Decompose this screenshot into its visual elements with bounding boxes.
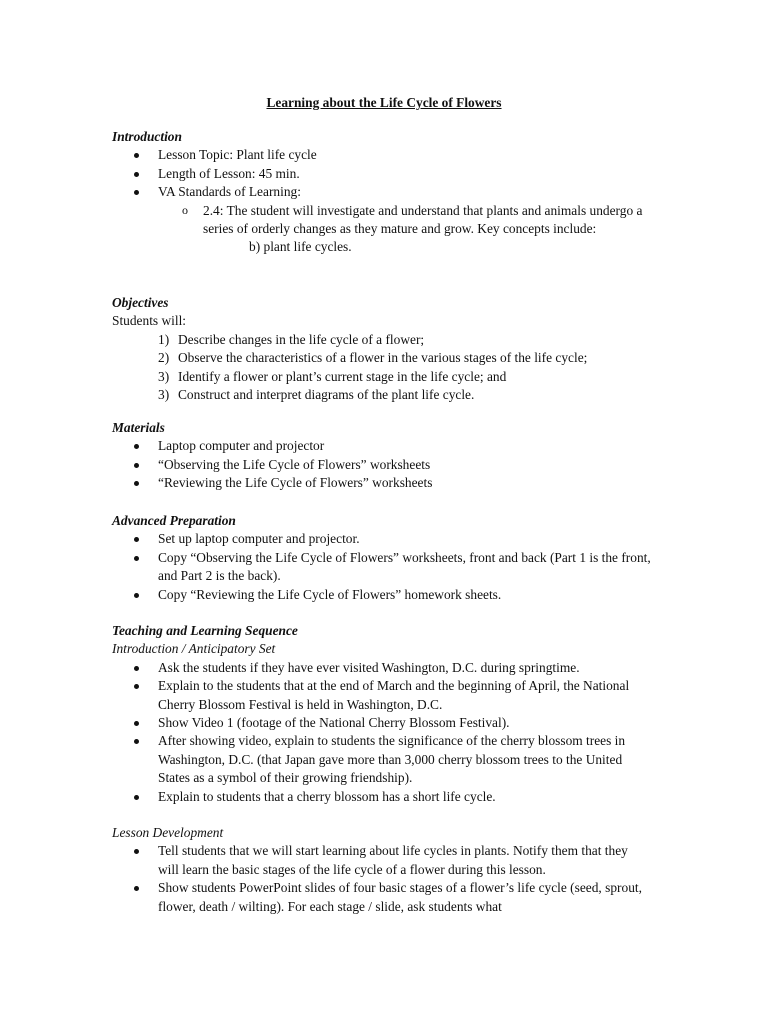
list-item: Length of Lesson: 45 min.	[112, 165, 652, 183]
objective-number: 2)	[158, 350, 170, 366]
list-item: Copy “Reviewing the Life Cycle of Flowers” homework sheets.	[112, 586, 652, 604]
objective-text: Identify a flower or plant’s current stage in the life cycle; and	[178, 368, 507, 384]
list-item: Show Video 1 (footage of the National Cherry Blossom Festival).	[112, 714, 652, 732]
development-subheading: Lesson Development	[112, 825, 224, 840]
list-item: Show students PowerPoint slides of four basic stages of a flower’s life cycle (seed, sprout, flower, death / wilting). For each stage / slide, ask students what	[112, 879, 652, 916]
preparation-list	[112, 530, 652, 604]
list-item: Laptop computer and projector	[112, 437, 652, 455]
objective-number: 3)	[158, 387, 170, 403]
list-item: “Reviewing the Life Cycle of Flowers” worksheets	[112, 474, 652, 492]
list-item: Explain to the students that at the end of March and the beginning of April, the National Cherry Blossom Festival is held in Washington, D.C.	[112, 677, 652, 714]
objective-number: 3)	[158, 368, 170, 384]
list-item: Lesson Topic: Plant life cycle	[112, 146, 652, 164]
sequence-section	[112, 622, 652, 806]
list-item: Set up laptop computer and projector.	[112, 530, 652, 548]
anticipatory-list	[112, 659, 652, 806]
objective-text: Construct and interpret diagrams of the plant life cycle.	[178, 387, 475, 403]
preparation-section	[112, 512, 652, 604]
sequence-heading: Teaching and Learning Sequence	[112, 623, 298, 638]
objective-number: 1)	[158, 331, 170, 347]
introduction-heading: Introduction	[112, 129, 182, 144]
objectives-heading: Objectives	[112, 295, 169, 310]
objective-text: Observe the characteristics of a flower in the various stages of the life cycle;	[178, 350, 588, 366]
objective-text: Describe changes in the life cycle of a flower;	[178, 331, 425, 347]
objectives-section	[112, 294, 652, 404]
list-item: “Observing the Life Cycle of Flowers” worksheets	[112, 456, 652, 474]
development-section	[112, 824, 652, 916]
anticipatory-subheading: Introduction / Anticipatory Set	[112, 641, 276, 657]
objective-item	[112, 331, 652, 349]
list-item: Explain to students that a cherry blossom has a short life cycle.	[112, 788, 652, 806]
objective-item	[112, 386, 652, 404]
standard-item: o 2.4: The student will investigate and understand that plants and animals undergo a series of orderly changes as they mature and grow. Key concepts include:	[112, 202, 652, 239]
materials-heading: Materials	[112, 420, 165, 435]
list-item: Ask the students if they have ever visited Washington, D.C. during springtime.	[112, 659, 652, 677]
list-item: Copy “Observing the Life Cycle of Flowers” worksheets, front and back (Part 1 is the front, and Part 2 is the back).	[112, 549, 652, 586]
objective-item	[112, 349, 652, 367]
document-title: Learning about the Life Cycle of Flowers	[266, 95, 502, 110]
development-list	[112, 842, 652, 916]
materials-list	[112, 437, 652, 492]
materials-section	[112, 419, 652, 493]
list-item: Tell students that we will start learning about life cycles in plants. Notify them that they will learn the basic stages of the life cycle of a flower during this lesson.	[112, 842, 652, 879]
preparation-heading: Advanced Preparation	[112, 513, 236, 528]
key-concept: b) plant life cycles.	[249, 239, 352, 255]
objectives-lead: Students will:	[112, 313, 187, 329]
introduction-section	[112, 128, 652, 257]
objective-item	[112, 368, 652, 386]
list-item: VA Standards of Learning:	[112, 183, 652, 201]
list-item: After showing video, explain to students the significance of the cherry blossom trees in Washington, D.C. (that Japan gave more than 3,000 cherry blossom trees to the United States as a symbol of their growing friendship).	[112, 732, 652, 787]
introduction-list	[112, 146, 652, 201]
